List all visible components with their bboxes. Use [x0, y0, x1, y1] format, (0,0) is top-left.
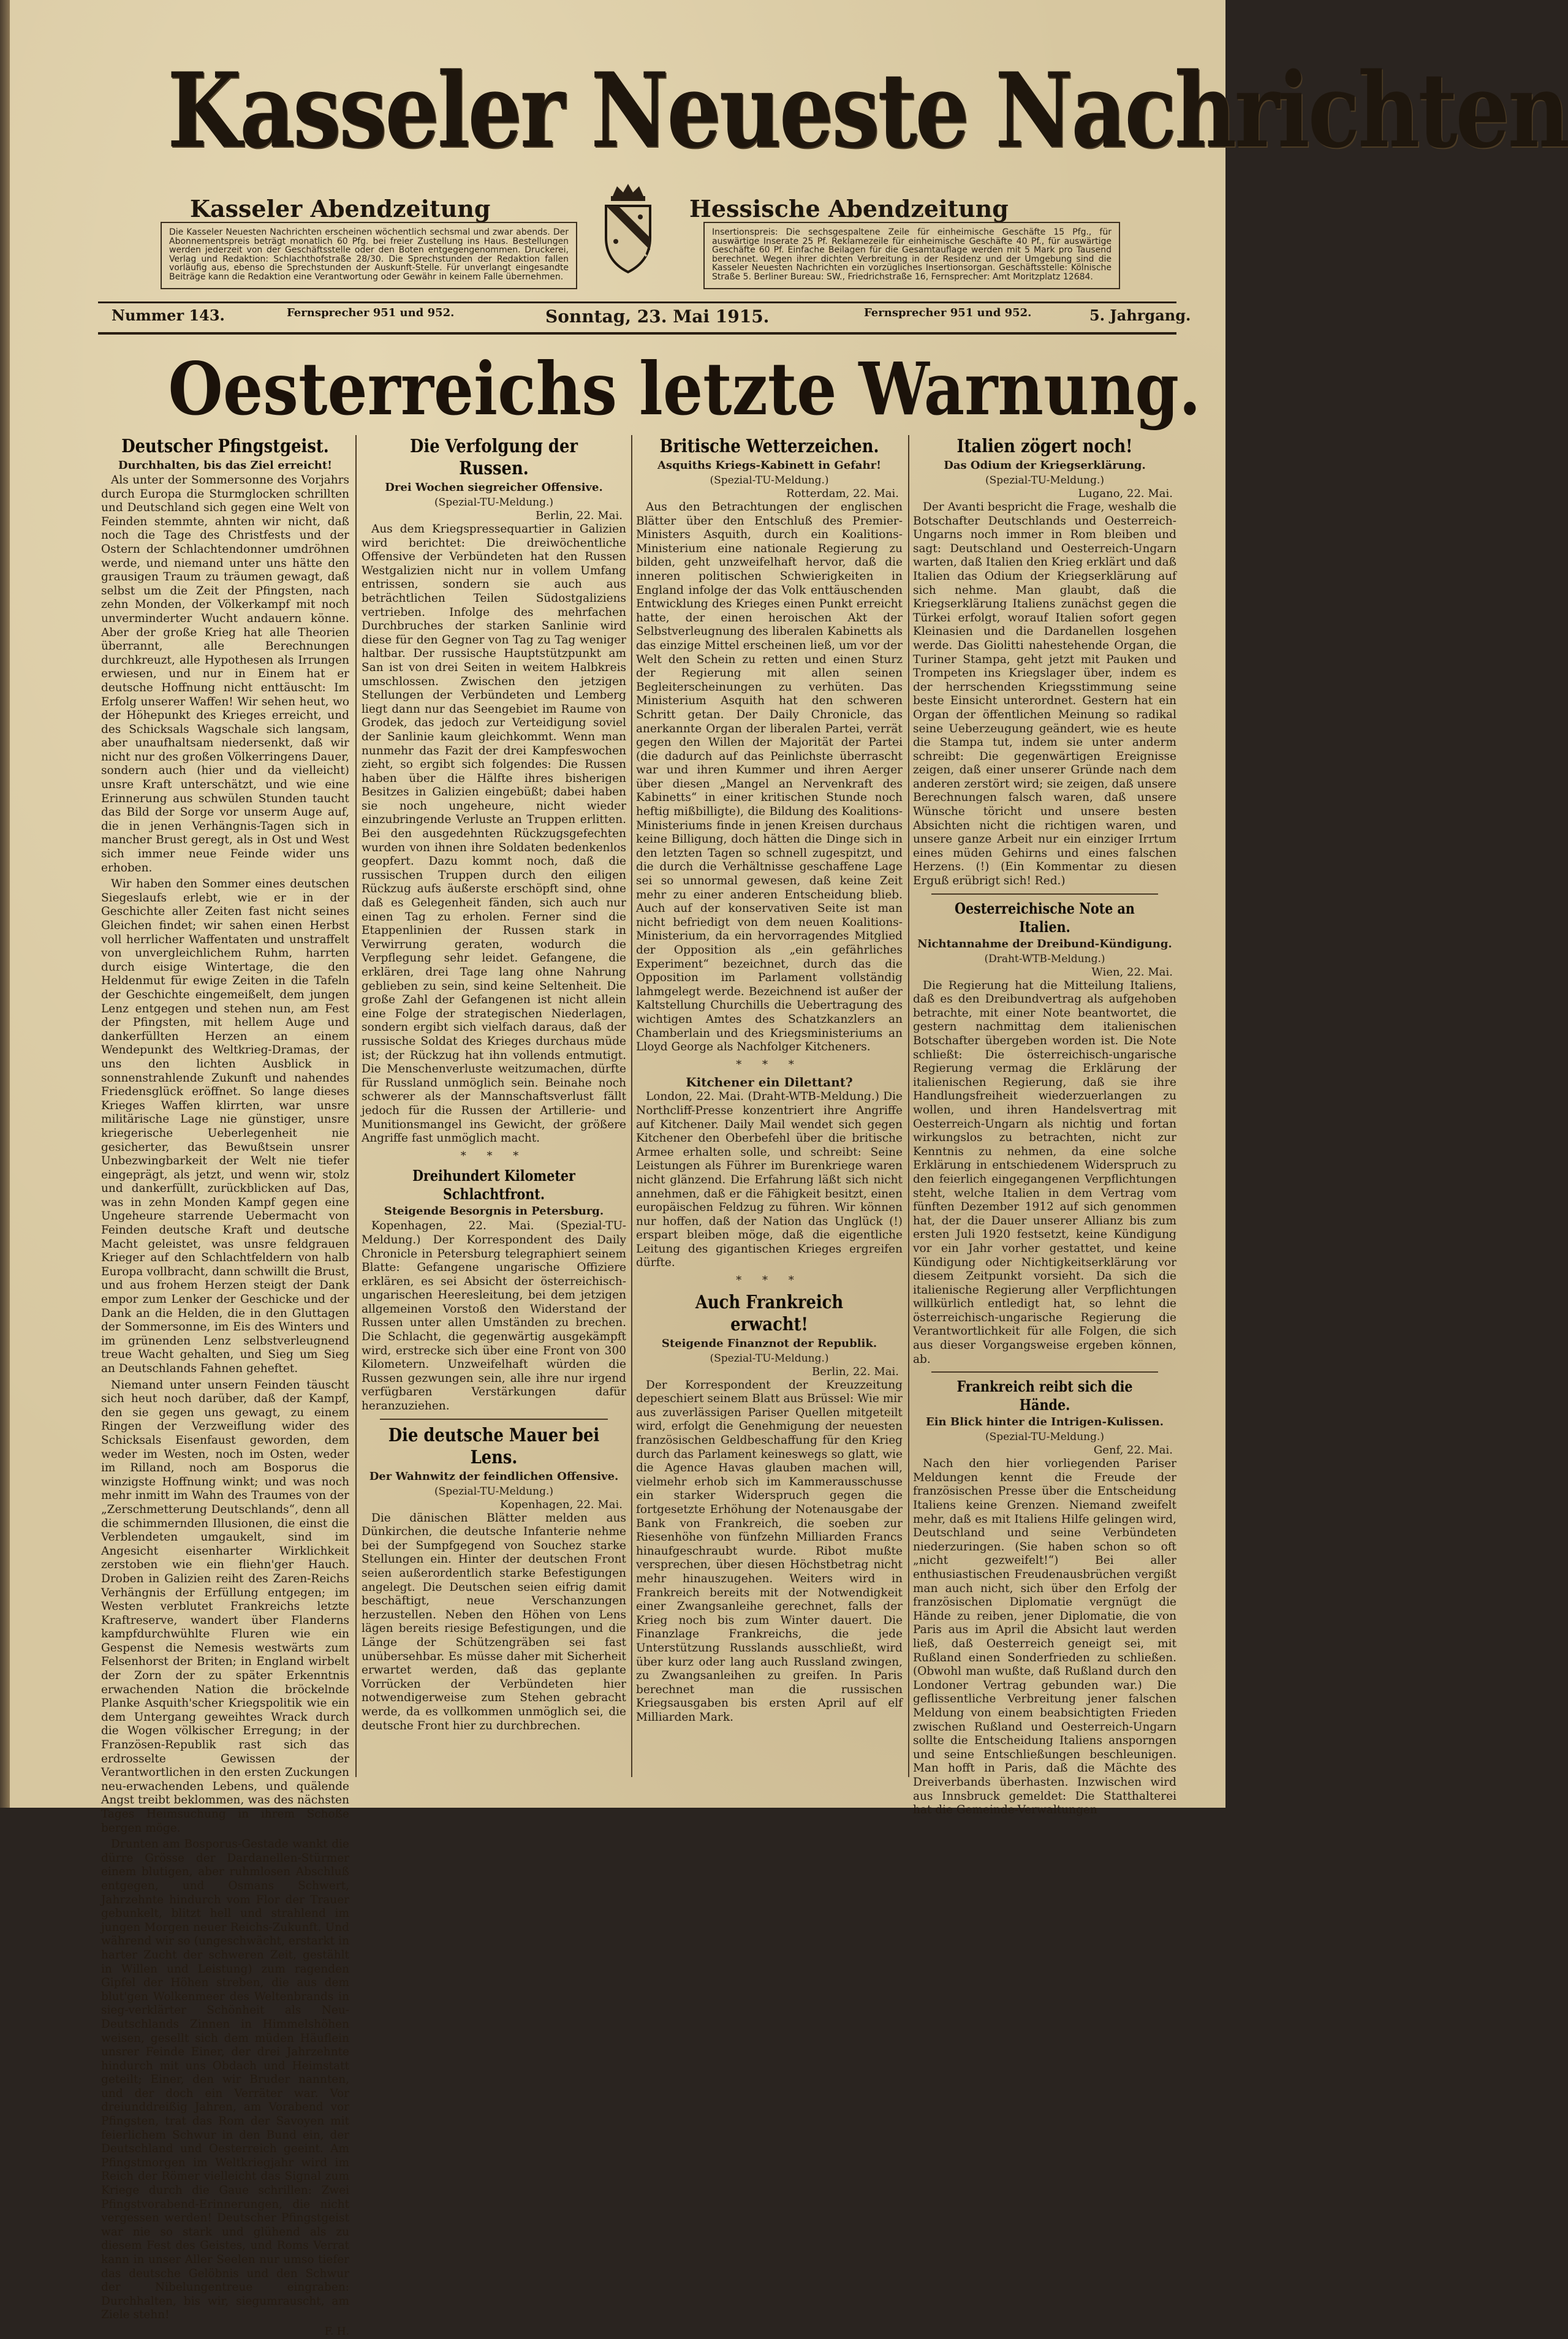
article-subtitle: Asquiths Kriegs-Kabinett in Gefahr!: [657, 459, 882, 472]
article-paragraph: Niemand unter unsern Feinden täuscht sich heut noch darüber, daß der Kampf, den sie gegen uns gewagt, zu einem Ringen der Verzweiflung wider des Schicksals Eisenfaust geworden, dem weder im Westen, noch im Osten, weder im Rilland, noch am Bosporus die winzigste Hoffnung winkt; und was noch mehr inmitt im Wahn des Traumes von der „Zerschmetterung Deutschlands“, denn all die schimmernden Illusionen, die einst die Verblendeten umgaukelt, sind im Angesicht eisenharter Wirklichkeit zerstoben wie ein fliehn'ger Hauch. Droben in Galizien reiht des Zaren-Reichs Verhängnis der Erfüllung entgegen; im Westen verblutet Frankreichs letzte Kraftreserve, wandert über Flanderns kampfdurchwühlte Fluren wie ein Gespenst die Nemesis westwärts zum Felsenhorst der Briten; in England wirbelt der Zorn der zu später Erkenntnis erwachenden Nation die bröckelnde Planke Asquith'scher Kriegspolitik wie ein dem Untergang geweihtes Wrack durch die Wogen völkischer Erregung; in der Französen-Republik rast sich das erdrosselte Gewissen der Verantwortlichen in den ersten Zuckungen neu-erwachenden Lebens, und quälende Angst treibt beklommen, was des nächsten Tages Heimsuchung in ihrem Schoße bergen möge.: [101, 1378, 349, 1835]
article-dateline: Berlin, 22. Mai.: [535, 509, 623, 522]
section-separator: [380, 1419, 608, 1420]
issue-number: Nummer 143.: [112, 306, 225, 324]
volume-year: 5. Jahrgang.: [1089, 306, 1191, 324]
issue-date: Sonntag, 23. Mai 1915.: [545, 306, 770, 327]
article-dateline: Kopenhagen, 22. Mai.: [499, 1498, 623, 1511]
article-title: Auch Frankreich erwacht!: [695, 1291, 844, 1335]
section-stars: * * *: [736, 1274, 803, 1287]
advertising-info-box: Insertionspreis: Die sechsgespaltene Zeile für einheimische Geschäfte 15 Pfg., für auswärtige Inserate 25 Pf. Reklamezeile für einheimische Geschäfte 40 Pf., für auswärtige Geschäfte 60 Pf. Einfache Beilagen für die Gesamtauflage werden mit 5 Mark pro Tausend berechnet. Wegen ihrer dichten Verbreitung in der Residenz und der Umgebung sind die Kasseler Neuesten Nachrichten ein vorzügliches Insertionsorgan. Geschäftsstelle: Kölnische Straße 5. Berliner Bureau: SW., Friedrichstraße 16, Fernsprecher: Amt Moritzplatz 12684.: [703, 222, 1120, 289]
column-2: [362, 432, 626, 1780]
section-separator: [931, 1371, 1158, 1373]
column-divider: [908, 435, 909, 1777]
article-signature: F. H.: [324, 2325, 349, 2338]
article-subtitle: Ein Blick hinter die Intrigen-Kulissen.: [926, 1416, 1164, 1429]
article-paragraph: Der Korrespondent der Kreuzzeitung depeschiert seinem Blatt aus Brüssel: Wie mir aus zuverlässigen Pariser Quellen mitgeteilt wird, erfolgt die Genehmigung der neuesten französischen Geldbeschaffung für den Krieg durch das Parlament keineswegs so glatt, wie die Agence Havas glauben machen will, vielmehr erhob sich im Kammerausschusse ein starker Widerspruch gegen die fortgesetzte Erhöhung der Notenausgabe der Bank von Frankreich, die soeben zur Riesenhöhe von fünfzehn Milliarden Francs hinaufgeschraubt wurde. Ribot mußte versprechen, über diesen Höchstbetrag nicht mehr hinauszugehen. Weiters wird in Frankreich bereits mit der Notwendigkeit einer Zwangsanleihe gerechnet, falls der Krieg noch bis zum Winter dauert. Die Finanzlage Frankreichs, die jede Unterstützung Russlands ausschließt, wird über kurz oder lang auch Russland zwingen, zu Zwangsanleihen zu greifen. In Paris berechnet man die russischen Kriegsausgaben bis ersten April auf elf Milliarden Mark.: [636, 1378, 903, 1724]
article-agency: (Spezial-TU-Meldung.): [434, 1485, 554, 1498]
article-paragraph: London, 22. Mai. (Draht-WTB-Meldung.) Die Northcliff-Presse konzentriert ihre Angriffe auf Kitchener. Daily Mail wendet sich gegen Kitchener den Oberbefehl über die britische Armee erhalten solle, und schreibt: Seine Leistungen als Führer im Burenkriege waren nicht glänzend. Die Erfahrung läßt sich nicht annehmen, daß er die Fähigkeit besitzt, einen europäischen Feldzug zu führen. Wir können nur hoffen, daß der Nation das Unglück (!) erspart bleiben möge, daß die eigentliche Leitung des gigantischen Krieges ergreifen dürfte.: [636, 1090, 903, 1270]
article-title: Kitchener ein Dilettant?: [686, 1075, 853, 1090]
article-title: Frankreich reibt sich die Hände.: [956, 1378, 1133, 1414]
article-paragraph: Nach den hier vorliegenden Pariser Meldungen kennt die Freude der französischen Presse über die Entscheidung Italiens keine Grenzen. Niemand zweifelt mehr, daß es mit Italiens Hilfe gelingen wird, Deutschland und seine Verbündeten niederzuringen. (Sie haben schon so oft „nicht gezweifelt!“) Bei aller enthusiastischen Freudenausbrüchen vergißt man auch nicht, sich über den Erfolg der französischen Diplomatie vergnügt die Hände zu reiben, jener Diplomatie, die von Paris aus im April die Absicht laut werden ließ, daß Oesterreich geneigt sei, mit Rußland einen Sonderfrieden zu schließen. (Obwohl man wußte, daß Rußland durch den Londoner Vertrag gebunden war.) Die geflissentliche Verbreitung jener falschen Meldung von einem beabsichtigten Frieden zwischen Rußland und Oesterreich-Ungarn sollte die Entscheidung Italiens ansporngen und seine Entschließungen beschleunigen. Man hofft in Paris, daß die Mächte des Dreiverbands überhasten. Inzwischen wird aus Innsbruck gemeldet: Die Statthalterei hat die Gemeinde-Verwaltungen: [913, 1457, 1176, 1817]
article-paragraph: Wir haben den Sommer eines deutschen Siegeslaufs erlebt, wie er in der Geschichte aller Zeiten fast nicht seines Gleichen findet; wir sahen einen Herbst voll herrlicher Waffentaten und unstraffelt von unvergleichlichem Ruhm, harrten durch eisige Wintertage, die den Heldenmut für ewige Zeiten in die Tafeln der Geschichte eingemeißelt, dem jungen Lenz entgegen und stehen nun, am Fest der Pfingsten, mit hellem Auge und dankerfüllten Herzen an einem Wendepunkt des Weltkrieg-Dramas, der uns den lichten Ausblick in sonnenstrahlende Zukunft und nahendes Friedensglück eröffnet. So lange dieses Krieges Waffen klirrten, war unsre militärische Lage nie günstiger, unsre kriegerische Ueberlegenheit nie gesicherter, das Bewußtsein unsrer Unbezwingbarkeit der Welt nie tiefer eingeprägt, als jetzt, und wenn wir, stolz und dankerfüllt, zurückblicken auf Das, was in zehn Monden Kampf gegen eine Ungeheure starrende Uebermacht von Feinden deutsche Kraft und deutsche Macht geleistet, was unsre feldgrauen Krieger auf den Schlachtfeldern von halb Europa vollbracht, dann schwillt die Brust, und aus frohem Herzen steigt der Dank empor zum Lenker der Geschicke und der Dank an die Helden, die in den Gluttagen der Sommersonne, im Eis des Winters und im grünenden Lenz selbstverleugnend treue Wacht gehalten, und Sieg um Sieg an Deutschlands Fahnen geheftet.: [101, 878, 349, 1375]
article-agency: (Spezial-TU-Meldung.): [710, 474, 829, 487]
article-paragraph: Kopenhagen, 22. Mai. (Spezial-TU-Meldung.) Der Korrespondent des Daily Chronicle in Petersburg telegraphiert seinem Blatte: Gefangene ungarische Offiziere erklären, es sei Absicht der österreichisch-ungarischen Heeresleitung, bei dem jetzigen allgemeinen Vorstoß den Widerstand der Russen unter allen Umständen zu brechen. Die Schlacht, die gegenwärtig ausgekämpft wird, erstrecke sich über eine Front von 300 Kilometern. Unzweifelhaft würden die Russen gezwungen sein, alle ihre nur irgend verfügbaren Verstärkungen dafür heranzuziehen.: [362, 1219, 626, 1413]
article-title: Die deutsche Mauer bei Lens.: [388, 1424, 600, 1468]
article-title: Oesterreichische Note an Italien.: [955, 899, 1135, 936]
article-title: Dreihundert Kilometer Schlachtfront.: [412, 1167, 575, 1204]
dateline: [98, 306, 1191, 331]
article-subtitle: Das Odium der Kriegserklärung.: [944, 459, 1146, 472]
article-dateline: Wien, 22. Mai.: [1091, 965, 1173, 979]
article-title: Die Verfolgung der Russen.: [410, 436, 578, 479]
article-paragraph: Als unter der Sommersonne des Vorjahrs durch Europa die Sturmglocken schrillten und Deutschland sich gegen eine Welt von Feinden stemmte, ahnten wir nicht, daß noch die Tage des Christfests und der Ostern der Schlachtendonner umdröhnen werde, und niemand unter uns hätte den grausigen Traum zu träumen gewagt, daß selbst um die Zeit der Pfingsten, nach zehn Monden, der Völkerkampf mit noch unverminderter Wucht andauern könne. Aber der große Krieg hat alle Theorien überrannt, alle Berechnungen durchkreuzt, alle Hypothesen als Irrungen erwiesen, und nur in Einem hat er deutsche Hoffnung nicht enttäuscht: Im Erfolg unserer Waffen! Wir sehen heut, wo der Höhepunkt des Krieges erreicht, und des Schicksals Wagschale sich langsam, aber unaufhaltsam niedersenkt, daß wir nicht nur des großen Völkerringens Dauer, sondern auch (hier und da vielleicht) unsre Kraft unterschätzt, und wie eine Erinnerung aus schwülen Stunden taucht das Bild der Sorge vor unserm Auge auf, die in jenen Verhängnis-Tagen sich in mancher Brust geregt, als in Ost und West sich immer neue Feinde wider uns erhoben.: [101, 474, 349, 874]
top-rule: [98, 301, 1176, 303]
article-paragraph: Der Avanti bespricht die Frage, weshalb die Botschafter Deutschlands und Oesterreich-Ungarns noch immer in Rom bleiben und sagt: Deutschland und Oesterreich-Ungarn warten, daß Italien den Krieg erklärt und daß Italien das Odium der Kriegserklärung auf sich nehme. Man glaubt, daß die Kriegserklärung Italiens zunächst gegen die Türkei erfolgt, worauf Italien sofort gegen Kleinasien und die Dardanellen losgehen werde. Das Giolitti nahestehende Organ, die Turiner Stampa, geht jetzt mit Pauken und Trompeten ins Kriegslager über, indem es der herrschenden Kriegsstimmung seine beste Einsicht unterordnet. Gestern hat ein Organ der öffentlichen Meinung so radikal seine Ueberzeugung geändert, wie es heute die Stampa tut, indem sie unter anderm schreibt: Die gegenwärtigen Ereignisse zeigen, daß einer unserer Gründe nach dem anderen zerstört wird; sie zeigen, daß unsere Berechnungen falsch waren, daß unsere Wünsche töricht und unsere besten Absichten nicht die richtigen waren, und unsere ganze Arbeit nur ein einziger Irrtum eines müden Gehirns und eines falschen Herzens. (!) (Ein Kommentar zu diesen Erguß erübrigt sich! Red.): [913, 501, 1176, 888]
article-agency: (Spezial-TU-Meldung.): [985, 1431, 1105, 1444]
dateline-rule: [98, 332, 1176, 335]
article-paragraph: Drunten am Bosporus-Gestade wankt die dürre Grösse der Dardanellen-Stürmer einem blutigen, aber ruhmlosen Abschluß entgegen, und Osmans Schwert, Jahrzehnte hindurch vom Flor der Trauer gebunkelt, blitzt hell und strahlend im jungen Morgen neuer Reichs-Zukunft. Und während wir so (ungeschwächt, erstarkt in harter Zucht der schweren Zeit, gestählt in Willen und Leistung) zum ragenden Gipfel der Höhen streben, die aus dem blut'gen Wolkenmeer des Weltenbrands in sieg-verklärter Schönheit als Neu-Deutschlands Zinnen in Himmelshöhen weisen, gesellt sich dem müden Häuflein unsrer Feinde Einer, der drei Jahrzehnte hindurch mit uns Obdach und Heimstatt geteilt; Einer, den wir Bruder nannten, und der doch ein Verräter war. Vor dreiunddreißig Jahren, am Vorabend vor Pfingsten, trat das Rom der Savoyen mit feierlichem Schwur in den Bund ein, der Deutschland und Oesterreich geeint. Am Pfingstmorgen im Weltkriegjahr wird im Reich der Römer vielleicht das Signal zum Kriege durch die Gaue schrillen: Zwei Pfingstvorabend-Erinnerungen, die nicht vergessen werden! Deutscher Pfingstgeist war nie so stark und glühend als zu diesem Fest des Geistes, und Roms Verrat kann in unser Aller Seelen nur umso tiefer das deutsche Gelöbnis und den Schwur der Nibelungentreue eingraben: Durchhalten, bis wir, siegumrauscht, am Ziele stehn!: [101, 1838, 349, 2322]
article-agency: (Spezial-TU-Meldung.): [985, 474, 1105, 487]
article-subtitle: Steigende Besorgnis in Petersburg.: [384, 1205, 604, 1218]
article-paragraph: Die dänischen Blätter melden aus Dünkirchen, die deutsche Infanterie nehme bei der Sumpfgegend von Souchez starke Stellungen ein. Hinter der deutschen Front seien außerordentlich starke Befestigungen angelegt. Die Deutschen seien eifrig damit beschäftigt, neue Verschanzungen herzustellen. Neben den Höhen von Lens lägen bereits riesige Befestigungen, und die Länge der Schützengräben sei fast unübersehbar. Es müsse daher mit Sicherheit erwartet werden, daß das geplante Vorrücken der Verbündeten hier notwendigerweise zum Stehen gebracht werde, da es vollkommen unmöglich sei, die deutsche Front hier zu durchbrechen.: [362, 1511, 626, 1732]
section-stars: * * *: [460, 1149, 528, 1162]
article-subtitle: Drei Wochen siegreicher Offensive.: [385, 481, 603, 494]
article-title: Italien zögert noch!: [956, 436, 1133, 457]
column-4: [913, 432, 1176, 1817]
masthead-title: Kasseler Neueste Nachrichten: [167, 50, 1568, 171]
article-dateline: Rotterdam, 22. Mai.: [786, 487, 899, 500]
masthead-subtitle-right: Hessische Abendzeitung: [689, 195, 1009, 222]
article-dateline: Lugano, 22. Mai.: [1078, 487, 1173, 500]
article-paragraph: Die Regierung hat die Mitteilung Italiens, daß es den Dreibundvertrag als aufgehoben betrachte, mit einer Note beantwortet, die gestern nachmittag dem italienischen Botschafter übergeben worden ist. Die Note schließt: Die österreichisch-ungarische Regierung vermag die Erklärung der italienischen Regierung, daß sie ihre Handlungsfreiheit wiederzuerlangen zu wollen, und ihren Handelsvertrag mit Oesterreich-Ungarn als nichtig und fortan wirkungslos zu betrachten, nicht zur Kenntnis zu nehmen, da eine solche Erklärung in entschiedenem Widerspruch zu den feierlich eingegangenen Verpflichtungen steht, welche Italien in dem Vertrag vom fünften Dezember 1912 auf sich genommen hat, der die Dauer unserer Allianz bis zum ersten Juli 1920 festsetzt, keine Kündigung vor ein Jahr vorher gestattet, und keine Kündigung oder Nichtigkeitserklärung vor diesem Zeitpunkt vorsieht. Da sich die italienische Regierung aller Verpflichtungen willkürlich entledigt hat, so lehnt die österreichisch-ungarische Regierung die Verantwortlichkeit für alle Folgen, die sich aus dieser Vorgangsweise ergeben können, ab.: [913, 979, 1176, 1366]
article-agency: (Spezial-TU-Meldung.): [710, 1352, 829, 1365]
coat-of-arms-icon: [597, 183, 659, 275]
article-agency: (Draht-WTB-Meldung.): [984, 952, 1105, 965]
subscription-info-box: Die Kasseler Neuesten Nachrichten erscheinen wöchentlich sechsmal und zwar abends. Der Abonnementspreis beträgt monatlich 60 Pfg. bei freier Zustellung ins Haus. Bestellungen werden jederzeit von der Geschäftsstelle oder den Boten entgegengenommen. Druckerei, Verlag und Redaktion: Schlachthofstraße 28/30. Die Sprechstunden der Redaktion fallen vorläufig aus, ebenso die Sprechstunden der Auskunft-Stelle. Für unverlangt eingesandte Beiträge kann die Redaktion eine Verantwortung oder Gewähr in keinem Falle übernehmen.: [161, 222, 577, 289]
main-headline: Oesterreichs letzte Warnung.: [168, 346, 1201, 431]
article-title: Britische Wetterzeichen.: [659, 436, 879, 457]
column-1: [101, 432, 349, 2338]
article-dateline: Genf, 22. Mai.: [1093, 1444, 1173, 1457]
article-agency: (Spezial-TU-Meldung.): [434, 496, 554, 509]
column-divider: [355, 435, 357, 1777]
column-divider: [631, 435, 632, 1777]
masthead-subtitle-left: Kasseler Abendzeitung: [190, 195, 491, 222]
phone-left: Fernsprecher 951 und 952.: [287, 306, 455, 319]
article-title: Deutscher Pfingstgeist.: [121, 436, 329, 457]
binding-edge: [0, 0, 10, 1808]
article-paragraph: Aus dem Kriegspressequartier in Galizien wird berichtet: Die dreiwöchentliche Offensive der Verbündeten hat den Russen Westgalizien nicht nur in vollem Umfang entrissen, sondern sie auch aus beträchtlichen Teilen Südostgaliziens vertrieben. Infolge des mehrfachen Durchbruches der starken Sanlinie wird diese für den Gegner von Tag zu Tag weniger haltbar. Der russische Hauptstützpunkt am San ist von drei Seiten in weitem Halbkreis umschlossen. Zwischen den jetzigen Stellungen der Verbündeten und Lemberg liegt dann nur das Seengebiet im Raume von Grodek, das jedoch zur Verteidigung soviel der Sanlinie kaum gleichkommt. Wenn man nunmehr das Fazit der drei Kampfeswochen zieht, so ergibt sich folgendes: Die Russen haben über die Hälfte ihres bisherigen Besitzes in Galizien eingebüßt; dabei haben sie noch ungeheure, nicht wieder einzubringende Verluste an Truppen erlitten. Bei den ausgedehnten Rückzugsgefechten wurden von ihnen ihre Soldaten bedenkenlos geopfert. Dazu kommt noch, daß die russischen Truppen durch den eiligen Rückzug aufs äußerste erschöpft sind, ohne daß es Gelegenheit fänden, sich auch nur einen Tag zu erholen. Ferner sind die Etappenlinien der Russen stark in Verwirrung geraten, wodurch die Verpflegung sehr leidet. Gefangene, die erklären, drei Tage lang ohne Nahrung geblieben zu sein, sind keine Seltenheit. Die große Zahl der Gefangenen ist nicht allein eine Folge der strategischen Niederlagen, sondern ergibt sich vielfach daraus, daß der russische Soldat des Krieges durchaus müde ist; der Rückzug hat ihn vollends entmutigt. Die Menschenverluste weitzumachen, dürfte für Russland unmöglich sein. Beinahe noch schwerer als der Mannschaftsverlust fällt jedoch für die Russen der Artillerie- und Munitionsmangel ins Gewicht, der größere Angriffe fast unmöglich macht.: [362, 523, 626, 1145]
article-subtitle: Steigende Finanznot der Republik.: [661, 1336, 877, 1350]
article-paragraph: Aus den Betrachtungen der englischen Blätter über den Entschluß des Premier-Ministers Asquith, durch ein Koalitions-Ministerium eine nationale Regierung zu bilden, geht unzweifelhaft hervor, daß die inneren politischen Schwierigkeiten in England infolge der das Volk enttäuschenden Entwicklung des Krieges einen Punkt erreicht hatte, der einen heroischen Akt der Selbstverleugnung des liberalen Kabinetts als das einzige Mittel erscheinen ließ, um vor der Welt den Schein zu retten und einen Sturz der Regierung mit allen seinen Begleiterscheinungen zu verhüten. Das Ministerium Asquith hat den schweren Schritt getan. Der Daily Chronicle, das anerkannte Organ der liberalen Partei, verrät gegen den Willen der Majorität der Partei (die dadurch auf das Peinlichste überrascht war und ihren Kummer und ihren Aerger über diesen „Mangel an Nervenkraft des Kabinetts“ in einer kritischen Stunde noch heftig mißbilligte), die Bildung des Koalitions-Ministeriums finde in jenen Kreisen durchaus keine Billigung, doch hätten die Dinge sich in den letzten Tagen so schnell zugespitzt, und die durch die Verhältnisse geschaffene Lage sei so unnormal gewesen, daß keine Zeit mehr zu einer anderen Entscheidung blieb. Auch auf der konservativen Seite ist man nicht befriedigt von dem neuen Koalitions-Ministerium, da ein hervorragendes Mitglied der Opposition als „ein gefährliches Experiment“ bezeichnet, durch das die Opposition im Parlament vollständig lahmgelegt werde. Bezeichnend ist außer der Kaltstellung Churchills die Uebertragung des wichtigen Amtes des Schatzkanzlers an Chamberlain und des Kriegsministeriums an Lloyd George als Nachfolger Kitcheners.: [636, 501, 903, 1054]
article-subtitle: Der Wahnwitz der feindlichen Offensive.: [369, 1469, 619, 1483]
article-subtitle: Durchhalten, bis das Ziel erreicht!: [118, 459, 333, 472]
section-separator: [931, 893, 1158, 895]
phone-right: Fernsprecher 951 und 952.: [864, 306, 1032, 319]
column-3: [636, 432, 903, 1780]
section-stars: * * *: [736, 1058, 803, 1071]
article-subtitle: Nichtannahme der Dreibund-Kündigung.: [917, 937, 1172, 950]
article-dateline: Berlin, 22. Mai.: [811, 1365, 899, 1378]
